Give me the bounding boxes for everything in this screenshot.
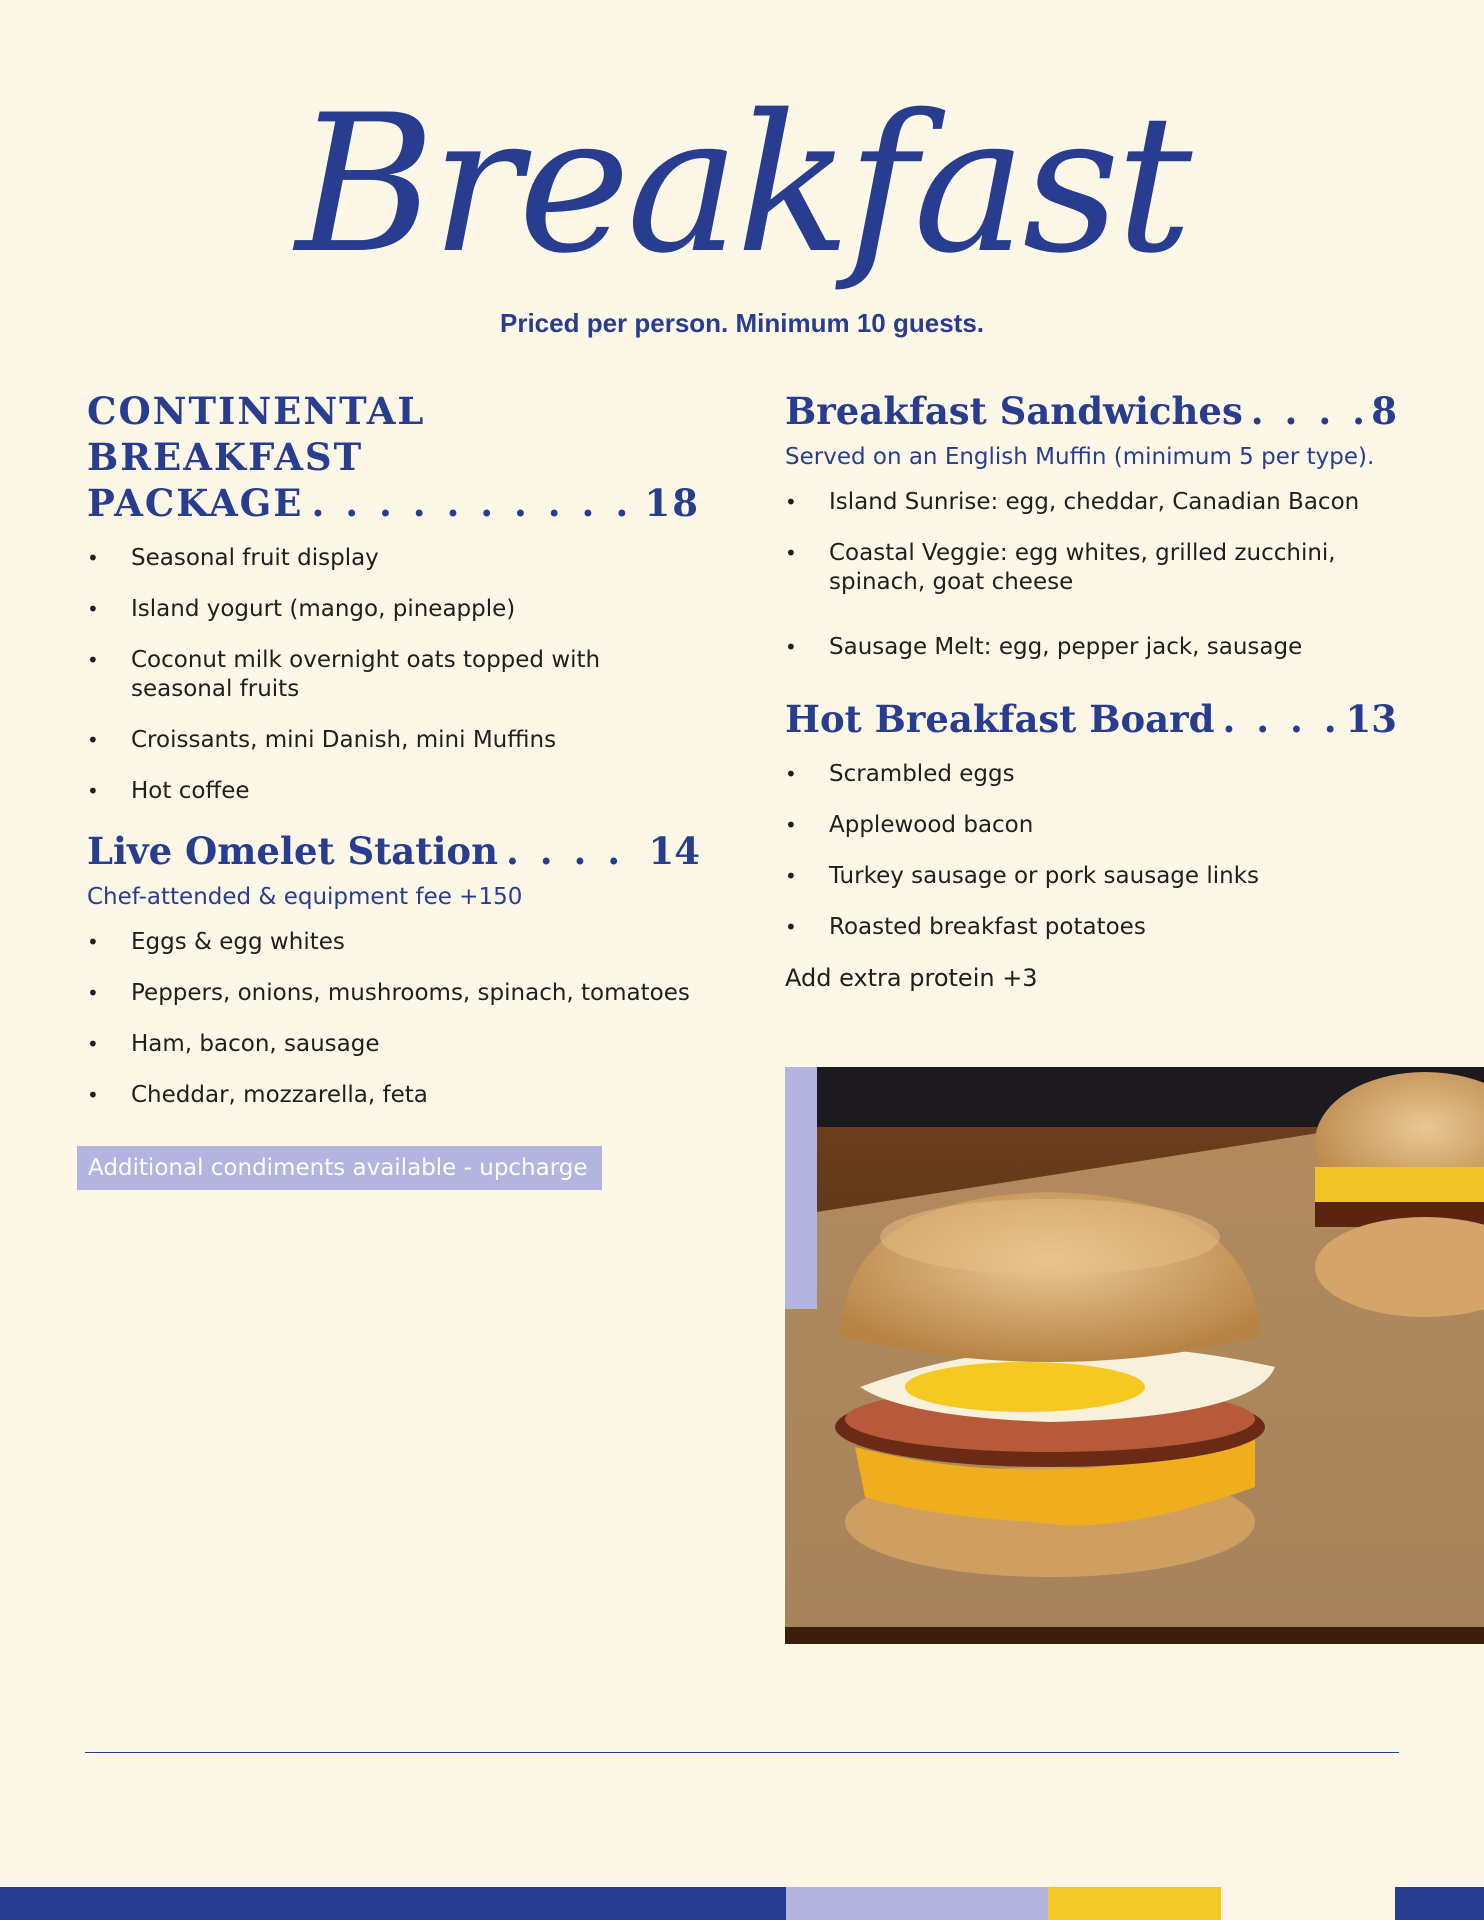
continental-title-word: PACKAGE <box>87 481 304 525</box>
footer-bar-yellow <box>1048 1887 1221 1920</box>
sandwiches-note: Served on an English Muffin (minimum 5 per type). <box>785 444 1375 470</box>
leader-dots <box>311 480 636 526</box>
condiments-badge: Additional condiments available - upcharge <box>77 1146 602 1190</box>
sandwiches-section <box>785 388 1397 662</box>
sandwiches-title <box>785 388 1397 434</box>
list-item: • Coconut milk overnight oats topped with seasonal fruits <box>87 646 700 704</box>
continental-title-line1: CONTINENTAL BREAKFAST <box>87 389 426 479</box>
sandwiches-title-text: Breakfast Sandwiches <box>785 389 1243 433</box>
footer-bar-navy <box>0 1887 786 1920</box>
list-item: • Coastal Veggie: egg whites, grilled zucchini, spinach, goat cheese <box>785 539 1397 597</box>
hot-board-title <box>785 696 1397 742</box>
footer-divider <box>85 1752 1399 1753</box>
list-item: • Peppers, onions, mushrooms, spinach, tomatoes <box>87 979 700 1008</box>
list-item: • Turkey sausage or pork sausage links <box>785 862 1397 891</box>
footer-bar-lavender <box>786 1887 1048 1920</box>
hot-board-title-text: Hot Breakfast Board <box>785 697 1215 741</box>
photo-accent-bar <box>785 1067 817 1309</box>
left-column <box>87 388 700 1132</box>
list-item: • Seasonal fruit display <box>87 544 700 573</box>
continental-list <box>87 544 700 806</box>
omelet-list <box>87 928 700 1110</box>
omelet-note: Chef-attended & equipment fee +150 <box>87 884 523 910</box>
continental-title-line2 <box>87 480 700 526</box>
list-item: • Scrambled eggs <box>785 760 1397 789</box>
omelet-price: 14 <box>648 829 700 873</box>
omelet-section <box>87 828 700 1110</box>
leader-dots <box>506 828 641 874</box>
list-item: • Island yogurt (mango, pineapple) <box>87 595 700 624</box>
page-subtitle: Priced per person. Minimum 10 guests. <box>499 308 985 338</box>
omelet-title <box>87 828 700 874</box>
list-item: • Cheddar, mozzarella, feta <box>87 1081 700 1110</box>
list-item: • Hot coffee <box>87 777 700 806</box>
page-title: Breakfast <box>295 74 1189 295</box>
list-item: • Ham, bacon, sausage <box>87 1030 700 1059</box>
right-column <box>785 388 1397 992</box>
sandwiches-price: 8 <box>1371 389 1397 433</box>
list-item: • Island Sunrise: egg, cheddar, Canadian Bacon <box>785 488 1397 517</box>
sandwich-photo <box>785 1067 1484 1644</box>
hot-board-list <box>785 760 1397 942</box>
list-item: • Sausage Melt: egg, pepper jack, sausage <box>785 633 1397 662</box>
extra-protein-note: Add extra protein +3 <box>785 964 1038 992</box>
continental-price: 18 <box>644 481 700 525</box>
list-item: • Croissants, mini Danish, mini Muffins <box>87 726 700 755</box>
hot-board-price: 13 <box>1345 697 1397 741</box>
footer-bar-navy-right <box>1395 1887 1484 1920</box>
continental-section <box>87 388 700 806</box>
leader-dots <box>1223 696 1338 742</box>
omelet-title-text: Live Omelet Station <box>87 829 498 873</box>
sandwich-illustration <box>785 1067 1484 1644</box>
list-item: • Applewood bacon <box>785 811 1397 840</box>
list-item: • Roasted breakfast potatoes <box>785 913 1397 942</box>
leader-dots <box>1251 388 1363 434</box>
hot-board-section <box>785 696 1397 992</box>
list-item: • Eggs & egg whites <box>87 928 700 957</box>
sandwiches-list <box>785 488 1397 662</box>
